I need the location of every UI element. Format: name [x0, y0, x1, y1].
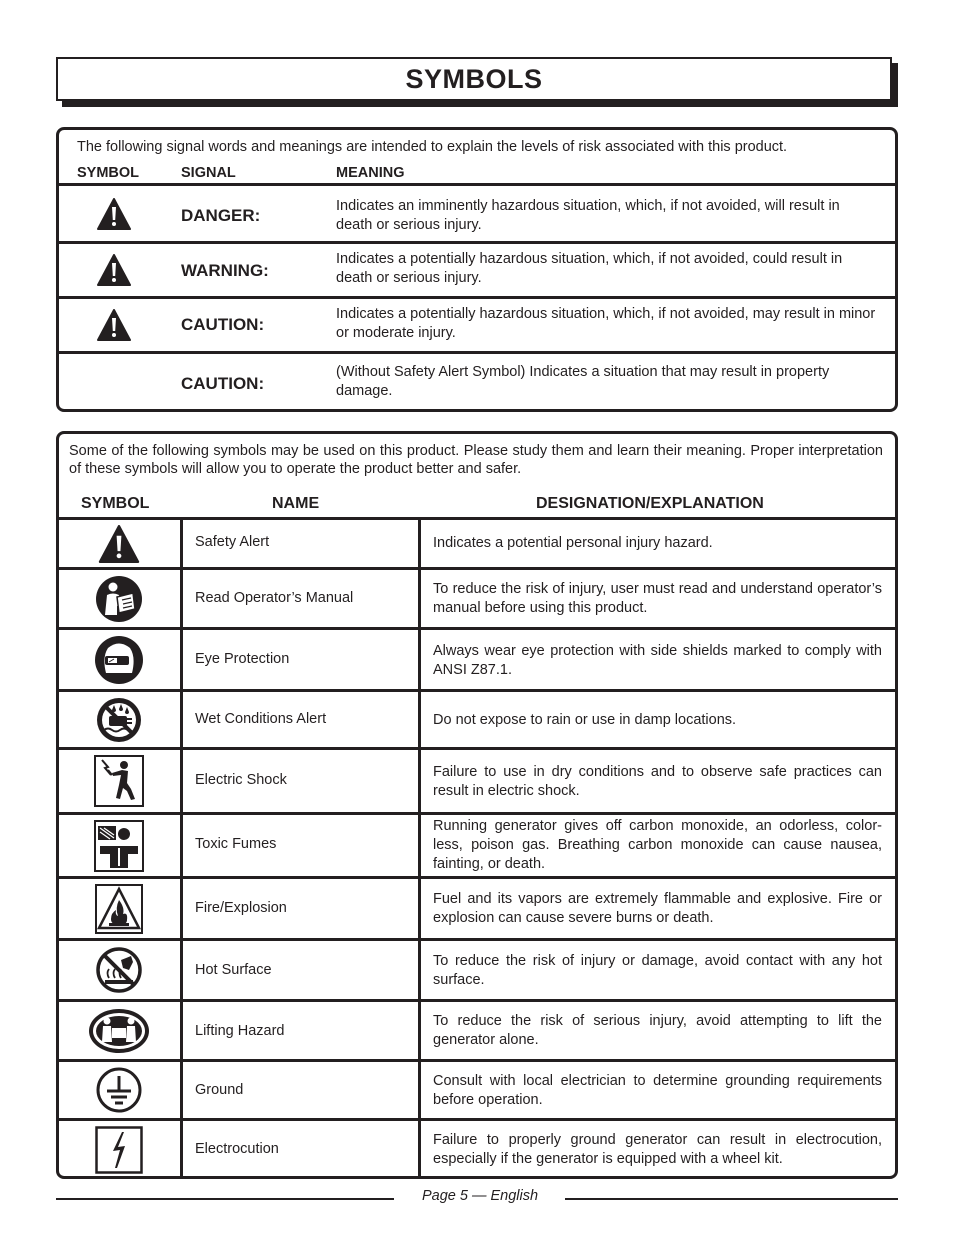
lifting-hazard-icon — [79, 1002, 159, 1059]
symbol-description: To reduce the risk of injury or damage, avoid contact with any hot surface. — [433, 953, 882, 988]
signal-word: DANGER: — [181, 206, 261, 225]
symbol-name: Eye Protection — [195, 651, 290, 667]
footer-rule-right — [565, 1198, 898, 1200]
page-footer: Page 5 — English — [421, 1188, 539, 1204]
read-manual-icon — [79, 570, 159, 627]
symbol-name: Electric Shock — [195, 772, 287, 788]
symbol-name: Hot Surface — [195, 962, 272, 978]
symbol-row — [59, 520, 895, 567]
symbols-intro: Some of the following symbols may be used on this product. Please study them and learn their meaning. Proper interpretation of these symbols will allow you to operate the product better and safer. — [69, 443, 883, 477]
safety-alert-icon — [79, 520, 159, 567]
header-symbol: SYMBOL — [77, 165, 140, 181]
signal-meaning: (Without Safety Alert Symbol) Indicates a situation that may result in property damage. — [336, 364, 830, 399]
symbol-row — [59, 1002, 895, 1059]
safety-alert-icon — [97, 254, 131, 286]
signal-row — [59, 244, 895, 296]
page-title: SYMBOLS — [405, 63, 543, 94]
symbol-description: To reduce the risk of injury, user must read and understand operator’s manual before using this product. — [433, 581, 882, 616]
symbol-row — [59, 630, 895, 689]
symbol-description: Running generator gives off carbon monoxide, an odorless, color-less, poison gas. Breathing carbon monoxide can cause nausea, fainting, or death. — [433, 818, 882, 872]
safety-alert-icon — [97, 198, 131, 230]
ground-icon — [79, 1062, 159, 1118]
electric-shock-icon — [79, 750, 159, 812]
symbols-table — [56, 431, 898, 1179]
header-name: NAME — [272, 495, 320, 512]
symbol-name: Fire/Explosion — [195, 900, 287, 916]
signal-word: CAUTION: — [181, 374, 265, 393]
signal-row — [59, 354, 895, 409]
symbol-description: To reduce the risk of serious injury, avoid attempting to lift the generator alone. — [433, 1013, 882, 1048]
signal-row — [59, 186, 895, 241]
header-signal: SIGNAL — [181, 165, 236, 181]
signal-meaning: Indicates an imminently hazardous situation, which, if not avoided, will result in death or serious injury. — [336, 198, 840, 233]
safety-alert-icon — [97, 309, 131, 341]
footer-rule-left — [56, 1198, 394, 1200]
signal-intro: The following signal words and meanings are intended to explain the levels of risk associated with this product. — [77, 139, 788, 155]
signal-row — [59, 299, 895, 351]
symbol-row — [59, 570, 895, 627]
signal-words-table — [56, 127, 898, 412]
symbol-name: Wet Conditions Alert — [195, 711, 327, 727]
signal-word: WARNING: — [181, 261, 269, 280]
symbol-row — [59, 879, 895, 938]
symbol-row — [59, 692, 895, 747]
symbol-name: Toxic Fumes — [195, 836, 277, 852]
symbol-description: Do not expose to rain or use in damp locations. — [433, 712, 737, 728]
symbol-row — [59, 941, 895, 999]
header-designation: DESIGNATION/EXPLANATION — [536, 495, 764, 512]
symbol-description: Failure to use in dry conditions and to observe safe practices can result in electric shock. — [433, 764, 882, 799]
symbol-name: Lifting Hazard — [195, 1023, 285, 1039]
electrocution-icon — [79, 1121, 159, 1179]
symbol-name: Read Operator’s Manual — [195, 590, 354, 606]
symbol-description: Failure to properly ground generator can result in electrocution, especially if the generator is equipped with a wheel kit. — [433, 1132, 882, 1167]
symbol-description: Consult with local electrician to determine grounding requirements before operation. — [433, 1073, 882, 1108]
header-symbol: SYMBOL — [81, 495, 150, 512]
signal-meaning: Indicates a potentially hazardous situation, which, if not avoided, could result in death or serious injury. — [336, 251, 843, 286]
toxic-fumes-icon — [79, 815, 159, 876]
eye-protection-icon — [79, 630, 159, 689]
signal-meaning: Indicates a potentially hazardous situation, which, if not avoided, may result in minor or moderate injury. — [336, 306, 876, 341]
symbol-name: Electrocution — [195, 1141, 279, 1157]
header-meaning: MEANING — [336, 165, 405, 181]
symbol-description: Fuel and its vapors are extremely flammable and explosive. Fire or explosion can cause severe burns or death. — [433, 891, 882, 926]
title-box — [56, 57, 892, 101]
symbol-row — [59, 750, 895, 812]
wet-conditions-icon — [79, 692, 159, 747]
hot-surface-icon — [79, 941, 159, 999]
symbol-row — [59, 1121, 895, 1179]
symbol-row — [59, 1062, 895, 1118]
symbol-description: Indicates a potential personal injury hazard. — [433, 535, 713, 551]
signal-word: CAUTION: — [181, 315, 265, 334]
symbol-description: Always wear eye protection with side shields marked to comply with ANSI Z87.1. — [433, 643, 882, 678]
symbol-row — [59, 815, 895, 876]
symbol-name: Safety Alert — [195, 534, 270, 550]
fire-explosion-icon — [79, 879, 159, 938]
symbol-name: Ground — [195, 1082, 244, 1098]
